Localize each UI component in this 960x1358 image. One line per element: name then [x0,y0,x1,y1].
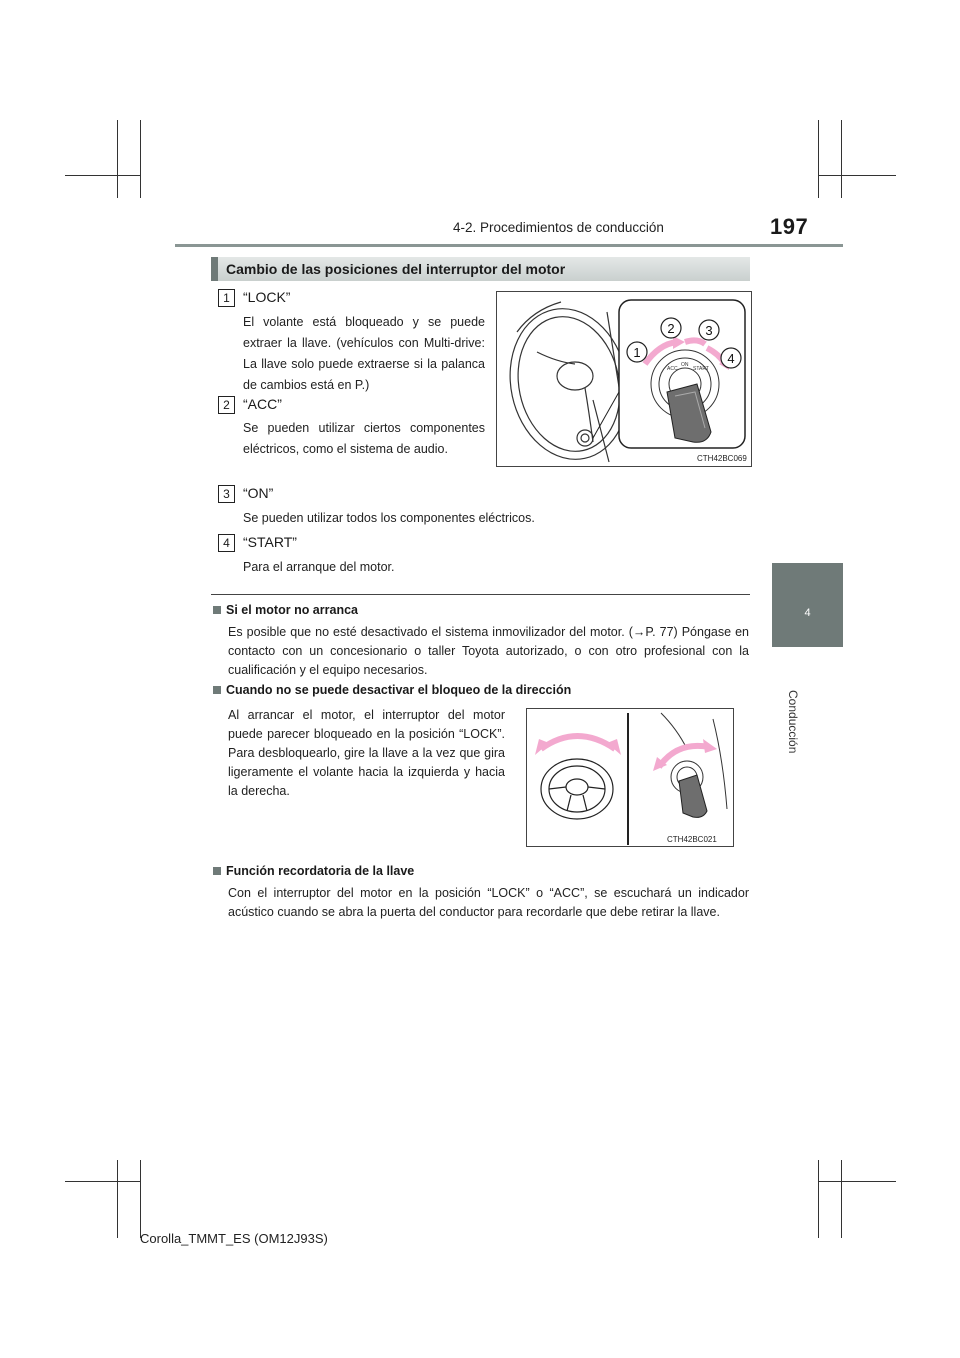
note-body-engine-not-start: Es posible que no esté desactivado el sistema inmovilizador del motor. (→P. 77) Póngase en contacto con un concesionario o taller Toyota autorizado, o con otro profesional con la cualificación y el equipo necesarios. [228,625,749,677]
position-desc-3: Se pueden utilizar todos los componentes eléctricos. [243,511,535,525]
callout-2: 2 [667,321,675,336]
position-number-2: 2 [218,396,235,414]
steering-lock-illustration [527,709,733,846]
crop-mark [841,1160,842,1238]
crop-mark [841,120,842,198]
ignition-switch-illustration [497,292,751,466]
chapter-tab [772,563,843,647]
chapter-number: 4 [804,607,811,619]
header-rule [175,244,843,247]
note-body-steering-lock: Al arrancar el motor, el interruptor del motor puede parecer bloqueado en la posición “LOCK”. Para desbloquearlo, gire la llave a la vez que gira ligeramente el volante hacia la izquierda y hacia la derecha. [228,708,505,798]
square-bullet-icon [213,606,221,614]
note-title-steering-lock [213,683,571,697]
note-title-text: Cuando no se puede desactivar el bloqueo de la dirección [226,683,572,697]
position-number-1: 1 [218,289,235,307]
heading-title: Cambio de las posiciones del interruptor del motor [226,261,566,277]
heading-accent [211,257,218,281]
crop-mark [65,1181,140,1182]
note-title-key-reminder [213,864,414,878]
switch-marking-on: ON [681,362,689,368]
switch-marking-acc: ACC [667,366,678,372]
steering-lock-figure [526,708,734,847]
callout-1: 1 [633,345,641,360]
position-title-1: “LOCK” [243,289,291,305]
page-number: 197 [770,214,809,239]
note-title-text: Función recordatoria de la llave [226,864,415,878]
position-desc-2: Se pueden utilizar ciertos componentes eléctricos, como el sistema de audio. [243,421,485,456]
crop-mark [140,1160,141,1238]
footer-document-id: Corolla_TMMT_ES (OM12J93S) [140,1231,328,1246]
position-desc-4: Para el arranque del motor. [243,560,395,574]
chapter-label: Conducción [786,690,800,754]
crop-mark [818,120,819,198]
note-title-engine-not-start [213,603,358,617]
position-number-3: 3 [218,485,235,503]
crop-mark [818,1181,896,1182]
crop-mark [117,1160,118,1238]
square-bullet-icon [213,686,221,694]
note-title-text: Si el motor no arranca [226,603,358,617]
position-number-4: 4 [218,534,235,552]
heading-bar [211,257,750,281]
callout-3: 3 [705,323,713,338]
switch-marking-start: START [693,366,709,372]
crop-mark [818,175,896,176]
callout-4: 4 [727,351,735,366]
crop-mark [140,120,141,198]
figure-code: CTH42BC021 [667,835,717,844]
section-divider [211,594,750,595]
position-title-3: “ON” [243,485,274,501]
position-desc-1: El volante está bloqueado y se puede extraer la llave. (vehículos con Multi-drive: La llave solo puede extraerse si la palanca de cambios está en P.) [243,315,485,392]
figure-code: CTH42BC069 [697,454,747,463]
ignition-switch-figure [496,291,752,467]
square-bullet-icon [213,867,221,875]
crop-mark [65,175,140,176]
crop-mark [117,120,118,198]
crop-mark [818,1160,819,1238]
note-body-key-reminder: Con el interruptor del motor en la posición “LOCK” o “ACC”, se escuchará un indicador acústico cuando se abra la puerta del conductor para recordarle que debe retirar la llave. [228,886,749,919]
position-title-2: “ACC” [243,396,282,412]
section-title: 4-2. Procedimientos de conducción [453,220,664,235]
position-title-4: “START” [243,534,297,550]
